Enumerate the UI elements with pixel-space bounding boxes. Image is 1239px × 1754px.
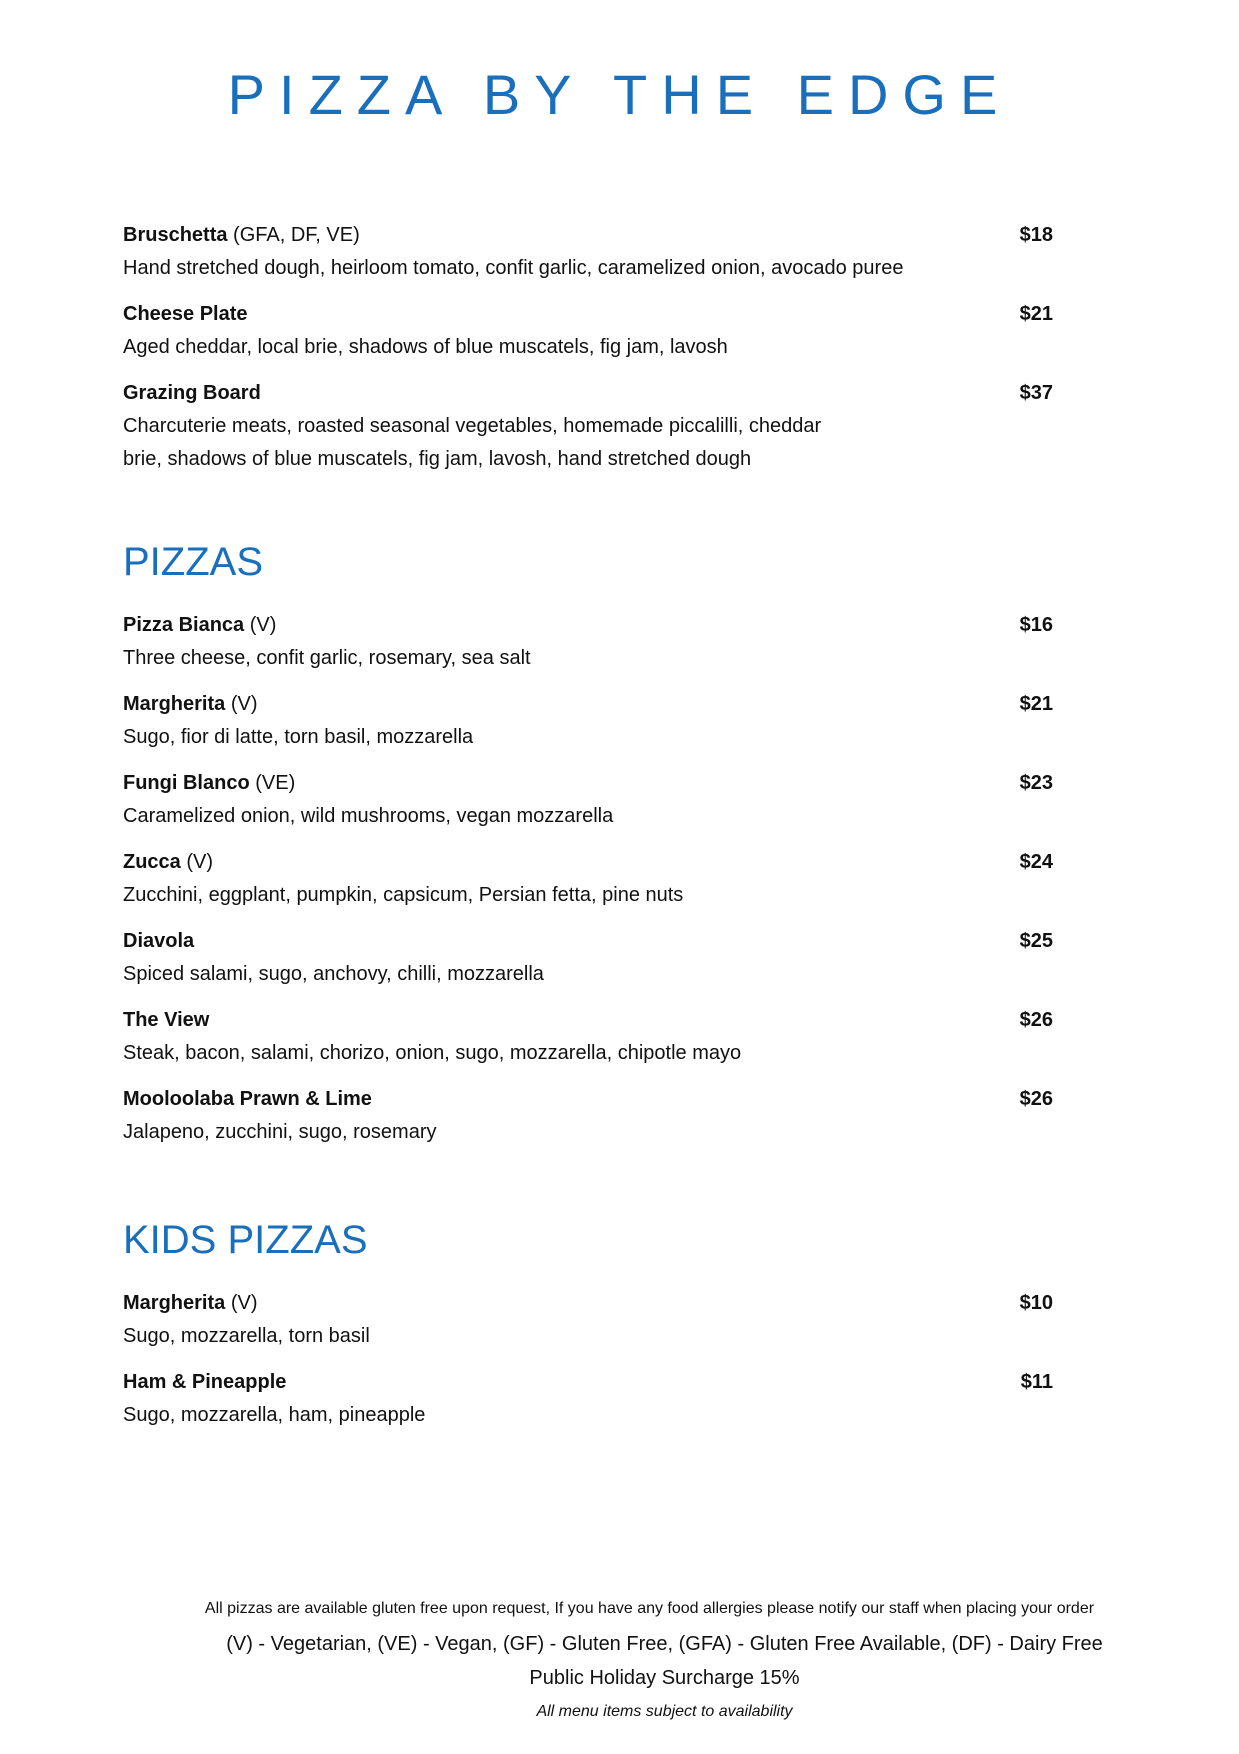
menu-item-name: The View: [123, 1009, 210, 1031]
menu-item-description: Jalapeno, zucchini, sugo, rosemary: [123, 1121, 437, 1143]
menu-item-description: Zucchini, eggplant, pumpkin, capsicum, Persian fetta, pine nuts: [123, 884, 684, 906]
menu-item-heading: [123, 1004, 1053, 1037]
menu-item-dietary-tags: (GFA, DF, VE): [233, 224, 360, 246]
menu-item-description: Charcuterie meats, roasted seasonal vegetables, homemade piccalilli, cheddar: [123, 415, 822, 437]
menu-item-name: Fungi Blanco: [123, 772, 250, 794]
menu-item: [123, 377, 1053, 476]
menu-item-price: $10: [1019, 1292, 1053, 1314]
kids-heading: KIDS PIZZAS: [123, 1218, 368, 1262]
menu-item-name: Ham & Pineapple: [123, 1371, 287, 1393]
menu-item: [123, 1083, 1053, 1149]
pizzas-heading: PIZZAS: [123, 540, 264, 584]
menu-item-price: $23: [1019, 772, 1053, 794]
menu-item-name: Margherita: [123, 1292, 226, 1314]
kids-list: [123, 1287, 1053, 1445]
menu-item-description: Hand stretched dough, heirloom tomato, confit garlic, caramelized onion, avocado puree: [123, 257, 904, 279]
menu-item-price: $21: [1019, 693, 1053, 715]
menu-item-name: Cheese Plate: [123, 303, 248, 325]
menu-item-name: Bruschetta: [123, 224, 228, 246]
kids-section: [123, 1216, 1053, 1426]
menu-item-description: Steak, bacon, salami, chorizo, onion, sugo, mozzarella, chipotle mayo: [123, 1042, 742, 1064]
menu-title: PIZZA BY THE EDGE: [227, 63, 1012, 126]
availability-note: All menu items subject to availability: [536, 1703, 793, 1720]
menu-item-heading: [123, 298, 1053, 331]
menu-item-description: Spiced salami, sugo, anchovy, chilli, mozzarella: [123, 963, 544, 985]
menu-item-name: Diavola: [123, 930, 195, 952]
menu-item-description: brie, shadows of blue muscatels, fig jam, lavosh, hand stretched dough: [123, 448, 752, 470]
menu-item: [123, 1287, 1053, 1353]
menu-item-dietary-tags: (VE): [255, 772, 296, 794]
menu-item: [123, 1366, 1053, 1432]
surcharge-note: Public Holiday Surcharge 15%: [529, 1667, 800, 1689]
menu-item: [123, 688, 1053, 754]
menu-item: [123, 925, 1053, 991]
menu-item-price: $11: [1020, 1371, 1053, 1393]
menu-item-heading: [123, 846, 1053, 879]
menu-item-dietary-tags: (V): [230, 1292, 258, 1314]
menu-item-price: $37: [1019, 382, 1053, 404]
menu-item-name: Pizza Bianca: [123, 614, 245, 636]
menu-item-description: Sugo, mozzarella, torn basil: [123, 1325, 370, 1347]
menu-item-heading: [123, 1366, 1053, 1399]
menu-item: [123, 219, 1053, 285]
menu-item-heading: [123, 767, 1053, 800]
menu-item: [123, 609, 1053, 675]
menu-item-name: Margherita: [123, 693, 226, 715]
menu-item: [123, 1004, 1053, 1070]
menu-item-dietary-tags: (V): [186, 851, 214, 873]
menu-item-price: $24: [1019, 851, 1053, 873]
menu-item-heading: [123, 688, 1053, 721]
menu-item-price: $21: [1019, 303, 1053, 325]
menu-item-description: Sugo, mozzarella, ham, pineapple: [123, 1404, 426, 1426]
menu-item-heading: [123, 377, 1053, 410]
menu-item-price: $26: [1019, 1009, 1053, 1031]
menu-item-price: $25: [1019, 930, 1053, 952]
menu-item-price: $18: [1019, 224, 1053, 246]
menu-item-heading: [123, 609, 1053, 642]
pizzas-list: [123, 609, 1053, 1162]
menu-item-price: $16: [1019, 614, 1053, 636]
menu-item-dietary-tags: (V): [230, 693, 258, 715]
menu-item-price: $26: [1019, 1088, 1053, 1110]
diet-legend: (V) - Vegetarian, (VE) - Vegan, (GF) - Gluten Free, (GFA) - Gluten Free Available, (DF) - Dairy Free: [226, 1633, 1103, 1655]
menu-item-heading: [123, 1083, 1053, 1116]
starters-section: [123, 219, 1053, 489]
menu-item-description: Three cheese, confit garlic, rosemary, sea salt: [123, 647, 531, 669]
menu-item: [123, 298, 1053, 364]
menu-item-description: Sugo, fior di latte, torn basil, mozzarella: [123, 726, 474, 748]
menu-item-heading: [123, 1287, 1053, 1320]
menu-item-heading: [123, 925, 1053, 958]
allergy-note: All pizzas are available gluten free upon request, If you have any food allergies please notify our staff when placing your order: [204, 1600, 1095, 1617]
menu-item-description: Caramelized onion, wild mushrooms, vegan mozzarella: [123, 805, 614, 827]
menu-item: [123, 767, 1053, 833]
starters-list: [123, 219, 1053, 476]
menu-item-name: Mooloolaba Prawn & Lime: [123, 1088, 372, 1110]
menu-item-description: Aged cheddar, local brie, shadows of blue muscatels, fig jam, lavosh: [123, 336, 728, 358]
menu-item: [123, 846, 1053, 912]
menu-item-name: Zucca: [123, 851, 181, 873]
menu-item-dietary-tags: (V): [249, 614, 277, 636]
pizzas-section: [123, 538, 1053, 1143]
menu-item-name: Grazing Board: [123, 382, 261, 404]
menu-item-heading: [123, 219, 1053, 252]
